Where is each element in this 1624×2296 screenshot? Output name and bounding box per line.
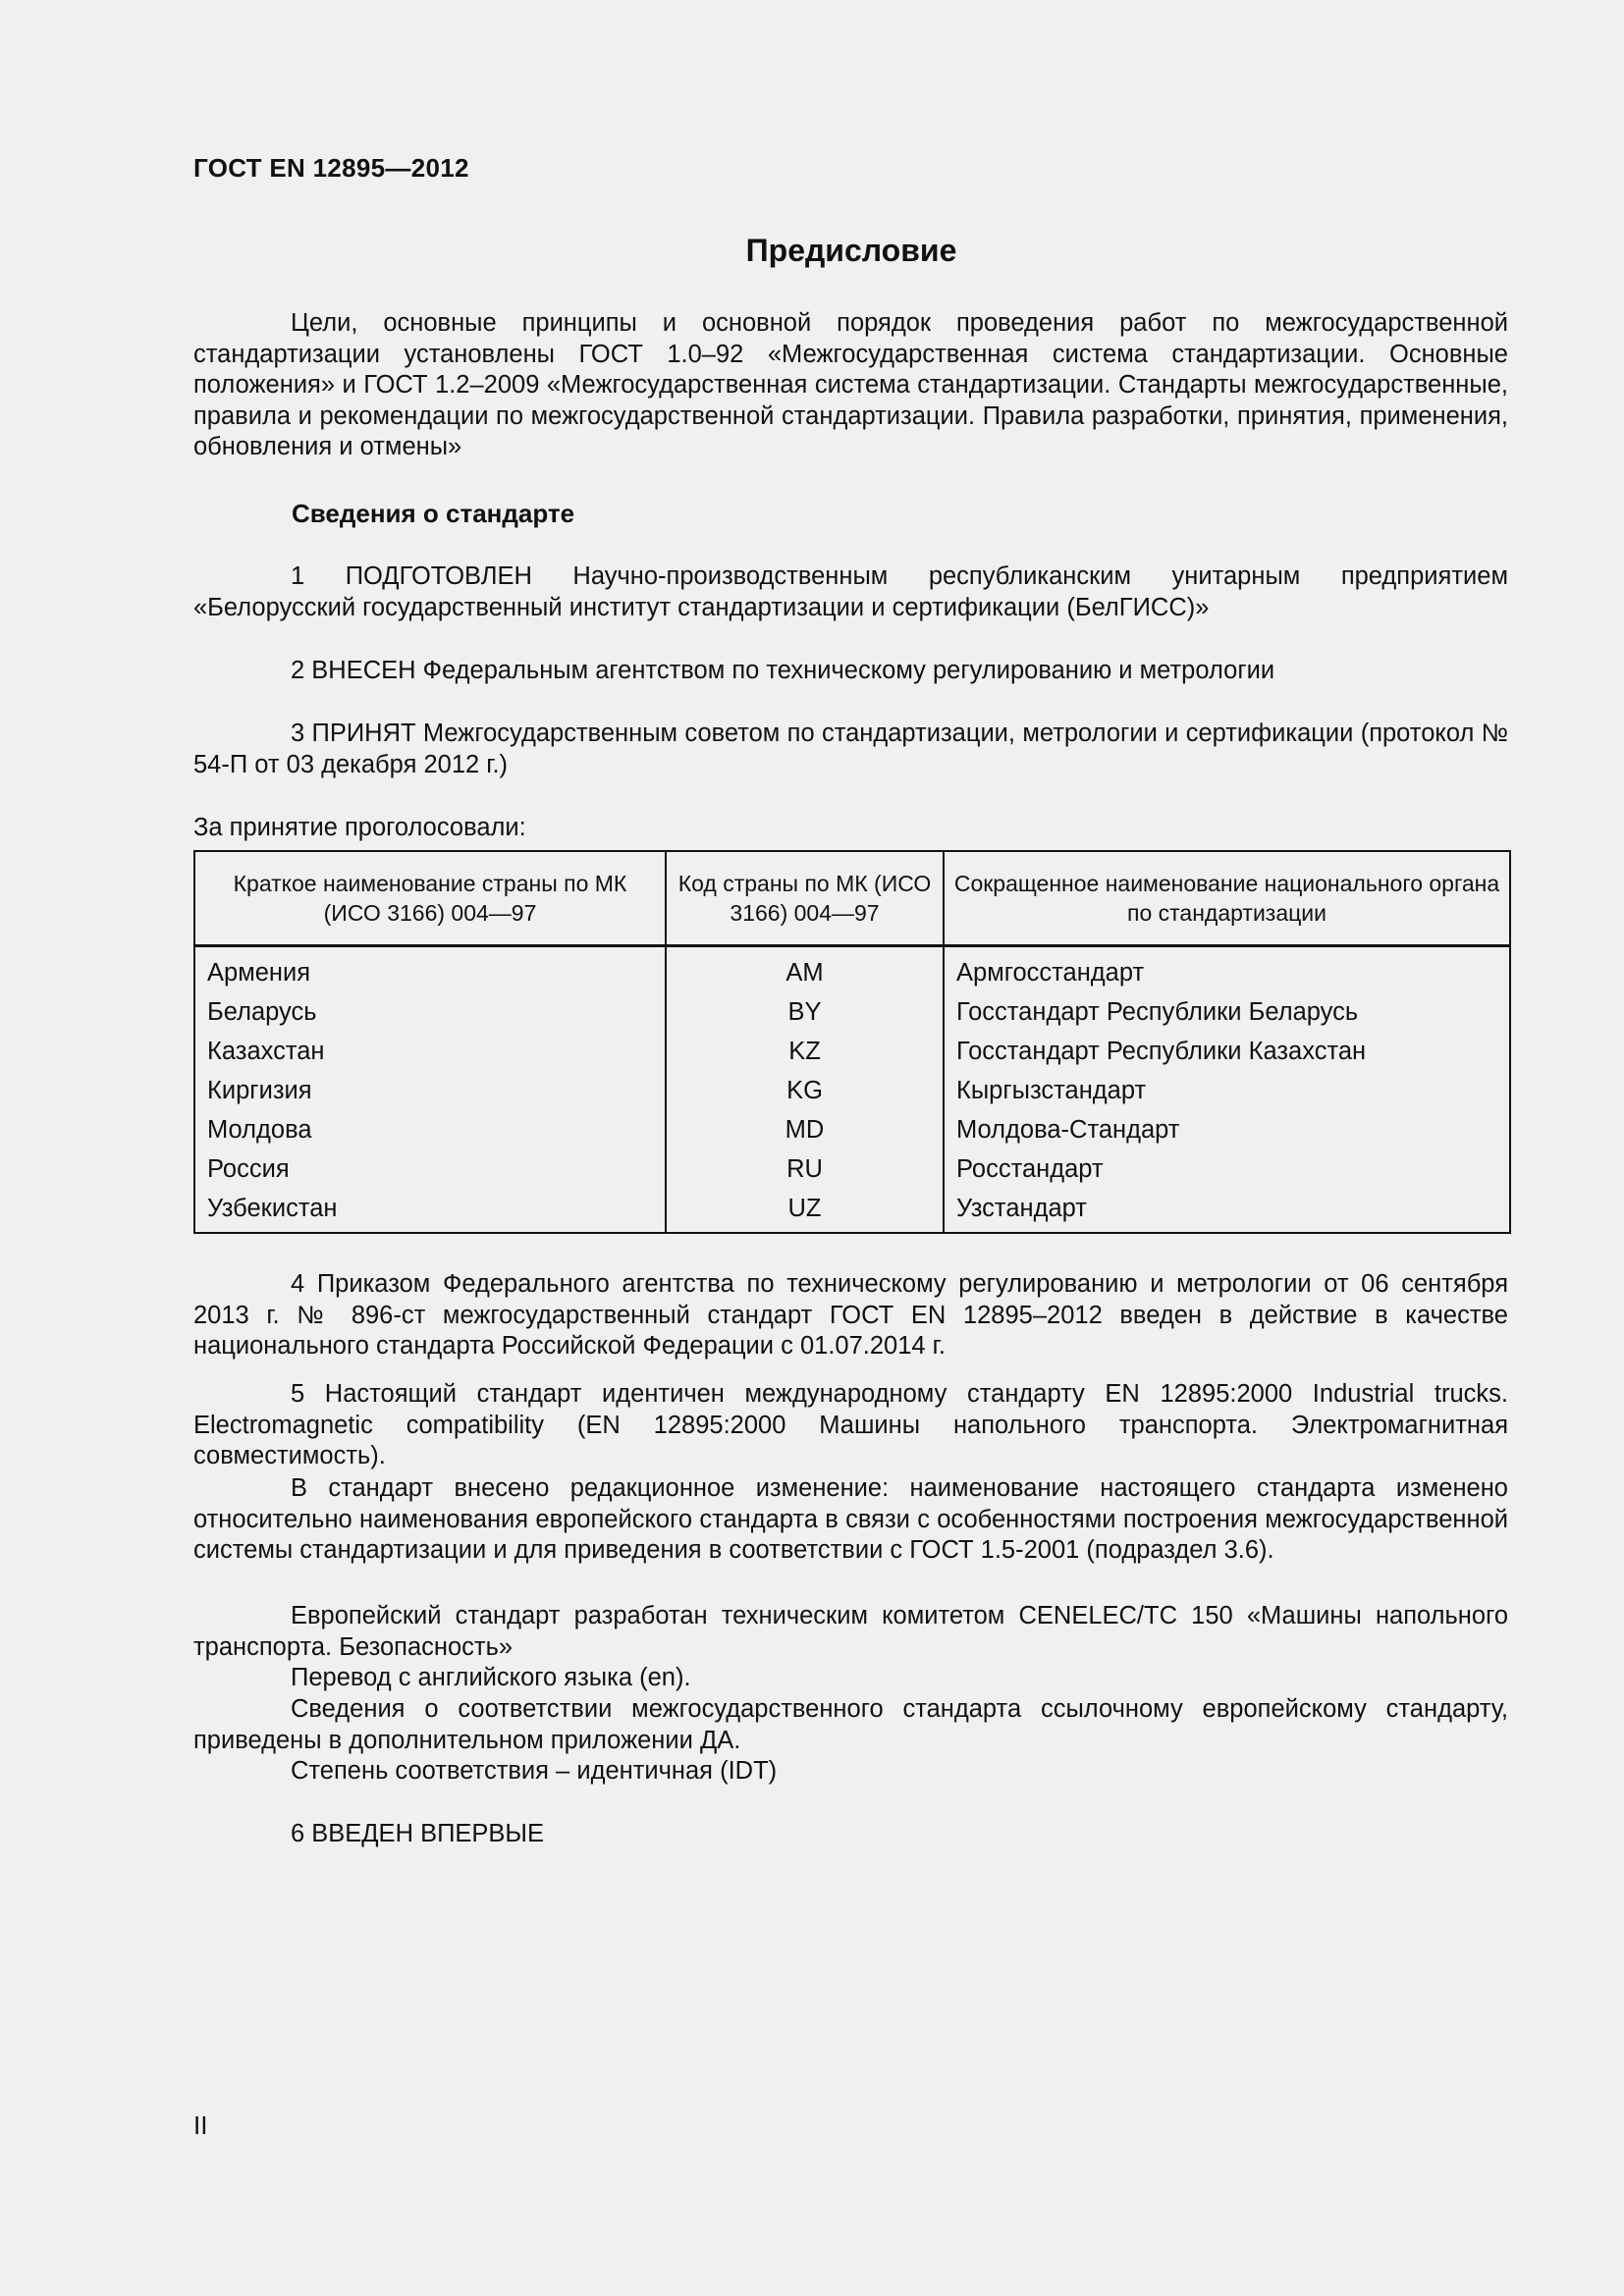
item-prepared-text: 1 ПОДГОТОВЛЕН Научно-производственным республиканским унитарным предприятием «Белорусский государственный институт стандартизации и сертификации (БелГИСС)» xyxy=(193,562,1508,621)
table-row xyxy=(194,1071,1510,1110)
standards-body-cell: Кыргызстандарт xyxy=(944,1071,1510,1110)
item-adopted xyxy=(193,719,1508,780)
item-submitted xyxy=(193,656,1508,687)
committee-text: Европейский стандарт разработан техническим комитетом CENELEC/TC 150 «Машины напольного транспорта. Безопасность» xyxy=(193,1602,1508,1661)
standards-body-cell: Армгосстандарт xyxy=(944,946,1510,993)
annex-text: Сведения о соответствии межгосударственного стандарта ссылочному европейскому стандарту, приведены в дополнительном приложении ДА. xyxy=(193,1695,1508,1754)
translation-paragraph xyxy=(193,1663,1508,1694)
table-row xyxy=(194,992,1510,1032)
column-header-code: Код страны по МК (ИСО 3166) 004—97 xyxy=(666,851,944,946)
country-cell: Узбекистан xyxy=(194,1189,666,1233)
country-code-cell: BY xyxy=(666,992,944,1032)
standards-body-cell: Узстандарт xyxy=(944,1189,1510,1233)
item-identical xyxy=(193,1379,1508,1472)
country-code-cell: UZ xyxy=(666,1189,944,1233)
item-adopted-text: 3 ПРИНЯТ Межгосударственным советом по стандартизации, метрологии и сертификации (протокол № 54-П от 03 декабря 2012 г.) xyxy=(193,720,1508,778)
item-first-introduced-text: 6 ВВЕДЕН ВПЕРВЫЕ xyxy=(291,1820,545,1847)
page-title: Предисловие xyxy=(745,233,957,268)
section-subheading: Сведения о стандарте xyxy=(292,499,575,528)
standards-body-cell: Росстандарт xyxy=(944,1149,1510,1189)
document-id-header: ГОСТ EN 12895—2012 xyxy=(193,153,469,183)
item-submitted-text: 2 ВНЕСЕН Федеральным агентством по техническому регулированию и метрологии xyxy=(291,657,1275,684)
item-order-text: 4 Приказом Федерального агентства по техническому регулированию и метрологии от 06 сентября 2013 г. № 896-ст межгосударственный стандарт ГОСТ EN 12895–2012 введен в действие в качестве национального стандарта Российской Федерации с 01.07.2014 г. xyxy=(193,1270,1508,1360)
country-cell: Киргизия xyxy=(194,1071,666,1110)
standards-body-cell: Молдова-Стандарт xyxy=(944,1110,1510,1149)
country-cell: Молдова xyxy=(194,1110,666,1149)
vote-label: За принятие проголосовали: xyxy=(193,814,526,841)
country-code-cell: KG xyxy=(666,1071,944,1110)
column-header-body: Сокращенное наименование национального органа по стандартизации xyxy=(944,851,1510,946)
standards-body-cell: Госстандарт Республики Беларусь xyxy=(944,992,1510,1032)
country-code-cell: RU xyxy=(666,1149,944,1189)
item-prepared xyxy=(193,561,1508,623)
translation-text: Перевод с английского языка (en). xyxy=(291,1664,691,1691)
country-code-cell: MD xyxy=(666,1110,944,1149)
country-code-cell: KZ xyxy=(666,1032,944,1071)
standards-body-cell: Госстандарт Республики Казахстан xyxy=(944,1032,1510,1071)
table-row xyxy=(194,1149,1510,1189)
item-identical-text: 5 Настоящий стандарт идентичен международному стандарту EN 12895:2000 Industrial trucks. Electromagnetic compatibility (EN 12895:2000 Машины напольного транспорта. Электромагнитная совместимость). xyxy=(193,1380,1508,1469)
intro-paragraph xyxy=(193,308,1508,463)
intro-text: Цели, основные принципы и основной порядок проведения работ по межгосударственной стандартизации установлены ГОСТ 1.0–92 «Межгосударственная система стандартизации. Основные положения» и ГОСТ 1.2–2009 «Межгосударственная система стандартизации. Стандарты межгосударственные, правила и рекомендации по межгосударственной стандартизации. Правила разработки, принятия, применения, обновления и отмены» xyxy=(193,309,1508,460)
country-cell: Россия xyxy=(194,1149,666,1189)
item-first-introduced xyxy=(193,1819,1508,1850)
country-code-cell: AM xyxy=(666,946,944,993)
table-row xyxy=(194,1110,1510,1149)
degree-text: Степень соответствия – идентичная (IDT) xyxy=(291,1757,778,1785)
annex-paragraph xyxy=(193,1694,1508,1756)
item-order xyxy=(193,1269,1508,1362)
editorial-change-paragraph xyxy=(193,1473,1508,1567)
page-number: II xyxy=(193,2110,208,2140)
degree-paragraph xyxy=(193,1756,1508,1788)
column-header-country: Краткое наименование страны по МК (ИСО 3166) 004—97 xyxy=(194,851,666,946)
table-row xyxy=(194,1189,1510,1233)
table-row xyxy=(194,946,1510,993)
editorial-change-text: В стандарт внесено редакционное изменение: наименование настоящего стандарта изменено относительно наименования европейского стандарта в связи с особенностями построения межгосударственной системы стандартизации и для приведения в соответствии с ГОСТ 1.5-2001 (подраздел 3.6). xyxy=(193,1474,1508,1564)
table-row xyxy=(194,1032,1510,1071)
committee-paragraph xyxy=(193,1601,1508,1663)
member-states-table xyxy=(193,850,1511,1234)
country-cell: Армения xyxy=(194,946,666,993)
country-cell: Беларусь xyxy=(194,992,666,1032)
table-header-row xyxy=(194,851,1510,946)
country-cell: Казахстан xyxy=(194,1032,666,1071)
